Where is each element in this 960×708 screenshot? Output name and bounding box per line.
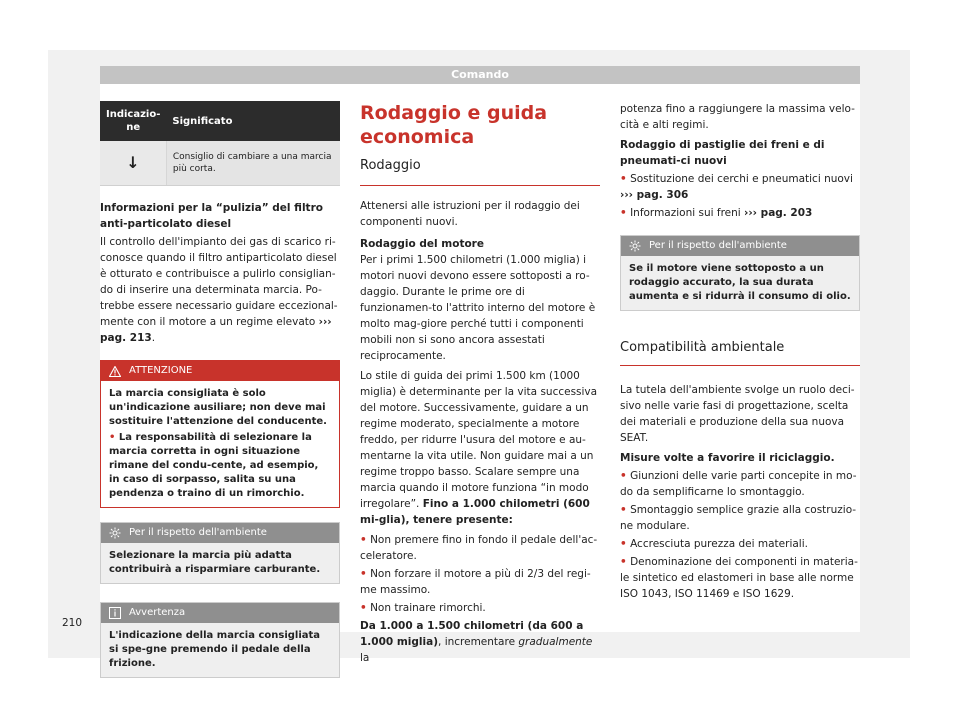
warning-bullet: • La responsabilità di selezionare la marcia corretta in ogni situazione rimane del condu-cente, ad esempio, in caso di sorpasso, salita su una pendenza o traino di un rimorchio. xyxy=(109,432,319,499)
engine-text: Per i primi 1.500 chilometri (1.000 miglia) i motori nuovi devono essere sottoposti a ro-daggio. Durante le prime ore di funzionamen-to l'attrito interno del motore è molto mag-giore perché tutti i componenti mobili non si sono ancora assestati reciprocamente. xyxy=(360,254,596,362)
table-cell-meaning: Consiglio di cambiare a una marcia più corta. xyxy=(166,141,340,186)
intro-text: Attenersi alle istruzioni per il rodaggio dei componenti nuovi. xyxy=(360,200,580,228)
section-title: Rodaggio e guida economica xyxy=(360,102,548,148)
table-header-meaning: Significato xyxy=(166,101,340,141)
page-number: 210 xyxy=(62,617,83,629)
divider xyxy=(360,185,600,186)
left-column xyxy=(100,101,340,678)
leaf-icon xyxy=(109,527,121,539)
page-reference-link[interactable]: ››› pag. 306 xyxy=(620,189,689,201)
info-icon xyxy=(109,607,121,619)
note-box xyxy=(100,602,340,678)
environment-box xyxy=(620,235,860,311)
environment-header xyxy=(101,523,339,543)
subsection-title: Rodaggio xyxy=(360,158,421,173)
pads-title: Rodaggio di pastiglie dei freni e di pneumati-ci nuovi xyxy=(620,139,825,167)
list-item: • Sostituzione dei cerchi e pneumatici nuovi ››› pag. 306 xyxy=(620,173,853,201)
continued-text: potenza fino a raggiungere la massima velo-cità e alti regimi. xyxy=(620,103,855,131)
down-arrow-icon: ↓ xyxy=(100,141,166,186)
style-paragraph: Lo stile di guida dei primi 1.500 km (1000 miglia) è determinante per la vita successiva del motore. Successivamente, guidare a un regime moderato, specialmente a motore freddo, per ridurre l'usura del motore e au-mentarne la vita utile. Non guidare mai a un regime troppo basso. Scalare sempre una marcia quando il motore funziona “in modo irregolare”. Fino a 1.000 chilometri (600 mi-glia), tenere presente: xyxy=(360,370,598,526)
page-reference-link[interactable]: ››› pag. 203 xyxy=(744,207,813,219)
warning-header xyxy=(101,361,339,381)
list-item: • Non forzare il motore a più di 2/3 del regi-me massimo. xyxy=(360,568,591,596)
list-item: • Accresciuta purezza dei materiali. xyxy=(620,538,808,550)
environment-title: Per il rispetto dell'ambiente xyxy=(649,240,787,251)
list-item: • Smontaggio semplice grazie alla costruzio-ne modulare. xyxy=(620,504,857,532)
environment-header xyxy=(621,236,859,256)
indicator-table xyxy=(100,101,340,186)
warning-text: La marcia consigliata è solo un'indicazione ausiliare; non deve mai sostituire l'attenzione del conducente. xyxy=(109,388,327,427)
engine-title: Rodaggio del motore xyxy=(360,238,484,250)
warning-title: ATTENZIONE xyxy=(129,365,193,376)
page-reference-link[interactable]: ››› pag. 213 xyxy=(100,316,332,344)
final-paragraph: Da 1.000 a 1.500 chilometri (da 600 a 1.000 miglia), incrementare gradualmente la xyxy=(360,620,593,664)
environment-title: Per il rispetto dell'ambiente xyxy=(129,527,267,538)
warning-body xyxy=(101,381,339,507)
list-item: • Giunzioni delle varie parti concepite in mo-do da semplificarne lo smontaggio. xyxy=(620,470,857,498)
list-item: • Non trainare rimorchi. xyxy=(360,602,486,614)
list-item: • Informazioni sui freni ››› pag. 203 xyxy=(620,207,813,219)
warning-box xyxy=(100,360,340,508)
note-text: L'indicazione della marcia consigliata si spe-gne premendo il pedale della frizione. xyxy=(101,623,339,677)
note-header xyxy=(101,603,339,623)
table-header-indicator: Indicazio-ne xyxy=(100,101,166,141)
section-header: Comando xyxy=(100,66,860,84)
environment-text: Se il motore viene sottoposto a un rodaggio accurato, la sua durata aumenta e si ridurrà il consumo di olio. xyxy=(621,256,859,310)
divider xyxy=(620,365,860,366)
right-column xyxy=(620,101,860,604)
compat-title: Compatibilità ambientale xyxy=(620,340,785,355)
leaf-icon xyxy=(629,240,641,252)
dpf-title: Informazioni per la “pulizia” del filtro anti-particolato diesel xyxy=(100,202,323,230)
environment-text: Selezionare la marcia più adatta contribuirà a risparmiare carburante. xyxy=(101,543,339,583)
dpf-paragraph: Il controllo dell'impianto dei gas di scarico ri-conosce quando il filtro antiparticolato diesel è otturato e contribuisce a pulirlo consiglian-do di inserire una determinata marcia. Po-trebbe essere necessario guidare eccezional-mente con il motore a un regime elevato ››› pag. 213. xyxy=(100,236,338,344)
warning-triangle-icon xyxy=(109,366,121,377)
compat-text: La tutela dell'ambiente svolge un ruolo deci-sivo nelle varie fasi di progettazione, scelta dei materiali e produzione della sua nuova SEAT. xyxy=(620,384,855,444)
note-title: Avvertenza xyxy=(129,607,186,618)
table-row xyxy=(100,141,340,186)
middle-column xyxy=(360,101,600,670)
list-item: • Denominazione dei componenti in materia-le sintetico ed elastomeri in base alle norme ISO 1043, ISO 11469 e ISO 1629. xyxy=(620,556,858,600)
list-item: • Non premere fino in fondo il pedale dell'ac-celeratore. xyxy=(360,534,598,562)
environment-box xyxy=(100,522,340,584)
recycle-title: Misure volte a favorire il riciclaggio. xyxy=(620,452,835,464)
